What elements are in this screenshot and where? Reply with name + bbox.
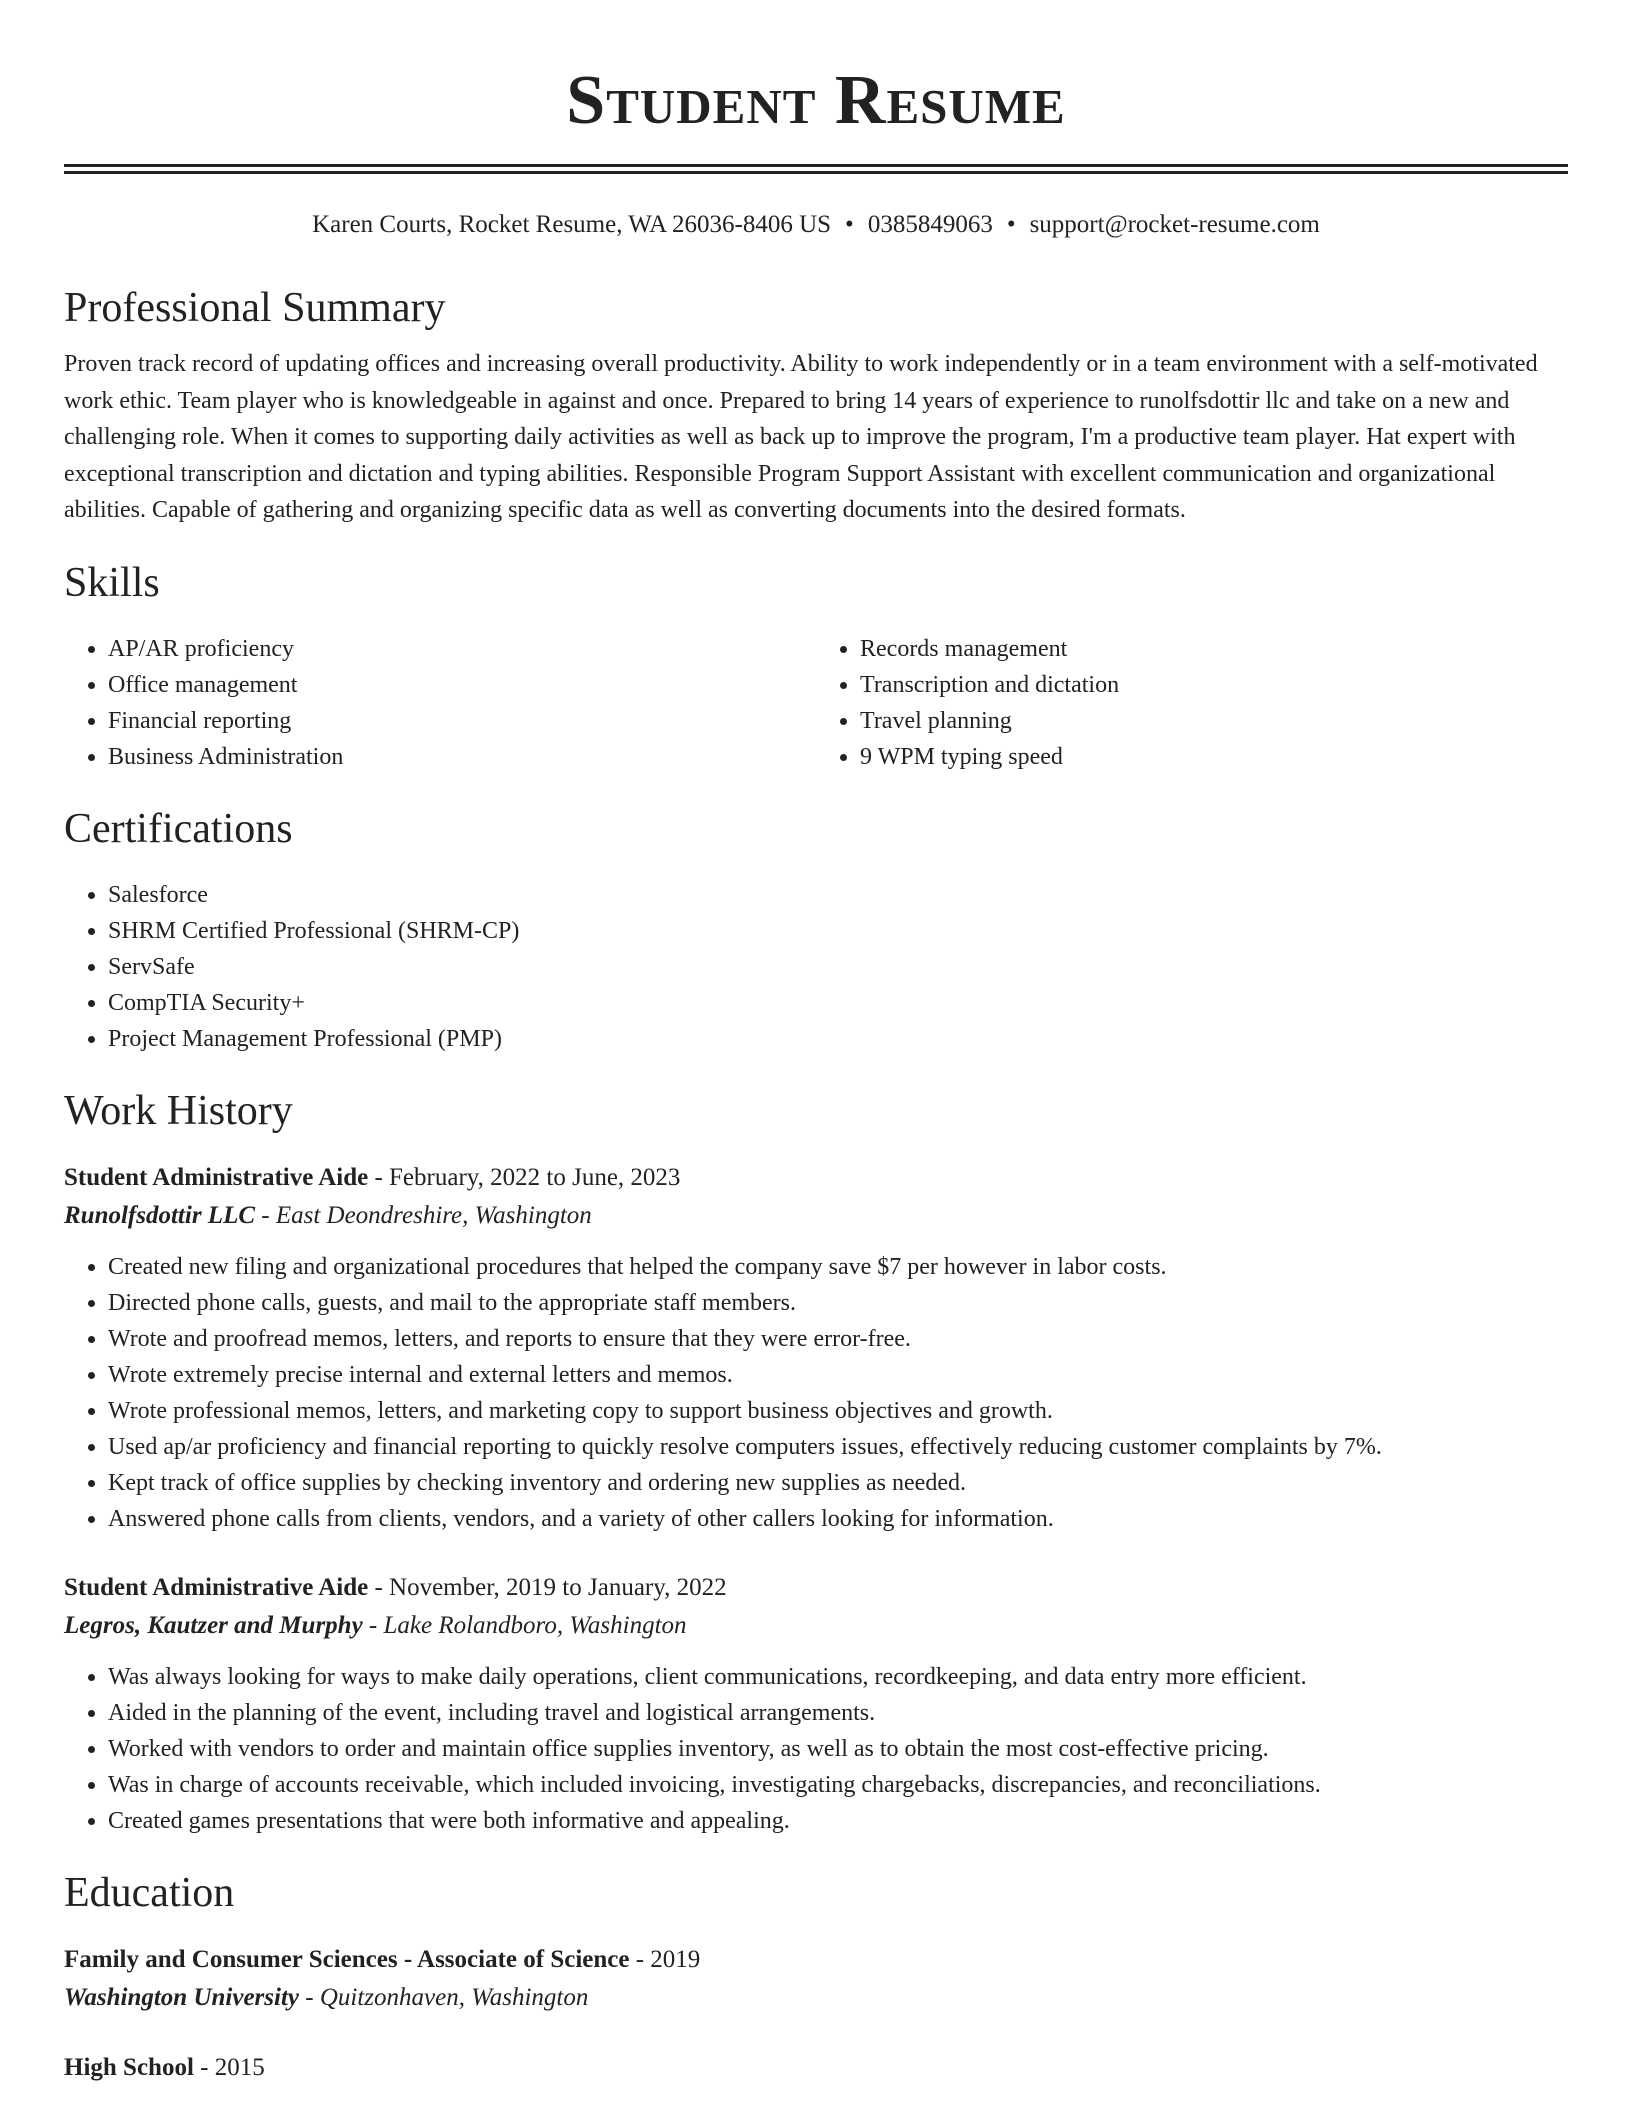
education-degree: High School xyxy=(64,2053,194,2081)
certification-item: • Salesforce xyxy=(108,877,1568,913)
skill-item: • Office management xyxy=(108,667,816,703)
summary-heading: Professional Summary xyxy=(64,285,446,331)
duty-item: • Created games presentations that were both informative and appealing. xyxy=(108,1803,1568,1839)
skill-item: • Financial reporting xyxy=(108,703,816,739)
job-duties-list xyxy=(64,1249,1568,1537)
education-year: - 2015 xyxy=(193,2053,265,2081)
education-degree: Family and Consumer Sciences - Associate of Science xyxy=(64,1945,630,1973)
education-year: - 2019 xyxy=(629,1945,701,1973)
certification-item: • ServSafe xyxy=(108,949,1568,985)
skill-item: • Records management xyxy=(860,631,1568,667)
contact-phone: 0385849063 xyxy=(867,211,993,238)
certifications-heading: Certifications xyxy=(64,805,293,852)
skill-item: • Business Administration xyxy=(108,739,816,775)
skills-columns xyxy=(64,631,1568,775)
skill-item: • Transcription and dictation xyxy=(860,667,1568,703)
job-role: Student Administrative Aide xyxy=(64,1573,369,1601)
certification-item: • CompTIA Security+ xyxy=(108,985,1568,1021)
title-double-rule xyxy=(64,164,1568,174)
job-company: Legros, Kautzer and Murphy xyxy=(64,1611,363,1639)
certification-item: • SHRM Certified Professional (SHRM-CP) xyxy=(108,913,1568,949)
contact-separator: • xyxy=(1006,211,1016,238)
skills-list-left xyxy=(64,631,816,775)
job-company-line xyxy=(64,1607,1568,1645)
work-history-heading: Work History xyxy=(64,1087,293,1134)
duty-item: • Wrote professional memos, letters, and marketing copy to support business objectives and growth. xyxy=(108,1393,1568,1429)
job-title-line xyxy=(64,1159,1568,1197)
contact-line xyxy=(64,208,1568,242)
certification-item: • Project Management Professional (PMP) xyxy=(108,1021,1568,1057)
skill-item: • AP/AR proficiency xyxy=(108,631,816,667)
education-entry xyxy=(64,1941,1568,2017)
skill-item: • Travel planning xyxy=(860,703,1568,739)
education-degree-line xyxy=(64,1941,1568,1979)
skills-heading: Skills xyxy=(64,559,160,606)
resume-title: Student Resume xyxy=(566,62,1066,139)
summary-text: Proven track record of updating offices and increasing overall productivity. Ability to work independently or in a team environment with a self-motivated work ethic. Team player who is knowledgeable in against and once. Prepared to bring 14 years of experience to runolfsdottir llc and take on a new and challenging role. When it comes to supporting daily activities as well as back up to improve the program, I'm a productive team player. Hat expert with exceptional transcription and dictation and typing abilities. Responsible Program Support Assistant with excellent communication and organizational abilities. Capable of gathering and organizing specific data as well as converting documents into the desired formats. xyxy=(64,351,1538,523)
job-duties-list xyxy=(64,1659,1568,1839)
job-company: Runolfsdottir LLC xyxy=(64,1201,256,1229)
skill-item: • 9 WPM typing speed xyxy=(860,739,1568,775)
contact-address: Karen Courts, Rocket Resume, WA 26036-8406 US xyxy=(312,211,832,238)
duty-item: • Worked with vendors to order and maintain office supplies inventory, as well as to obtain the most cost-effective pricing. xyxy=(108,1731,1568,1767)
duty-item: • Was in charge of accounts receivable, which included invoicing, investigating chargebacks, discrepancies, and reconciliations. xyxy=(108,1767,1568,1803)
job-entry xyxy=(64,1569,1568,1839)
education-heading: Education xyxy=(64,1869,235,1916)
job-company-line xyxy=(64,1197,1568,1235)
education-degree-line xyxy=(64,2049,1568,2087)
contact-separator: • xyxy=(845,211,854,238)
skills-list-right xyxy=(816,631,1568,775)
duty-item: • Aided in the planning of the event, including travel and logistical arrangements. xyxy=(108,1695,1568,1731)
duty-item: • Wrote and proofread memos, letters, and reports to ensure that they were error-free. xyxy=(108,1321,1568,1357)
job-entry xyxy=(64,1159,1568,1537)
certifications-list xyxy=(64,877,1568,1057)
duty-item: • Directed phone calls, guests, and mail to the appropriate staff members. xyxy=(108,1285,1568,1321)
contact-email: support@rocket-resume.com xyxy=(1029,211,1320,238)
duty-item: • Answered phone calls from clients, vendors, and a variety of other callers looking for information. xyxy=(108,1501,1568,1537)
job-location: - East Deondreshire, Washington xyxy=(255,1201,592,1229)
job-title-line xyxy=(64,1569,1568,1607)
education-school: Washington University xyxy=(64,1983,299,2011)
duty-item: • Used ap/ar proficiency and financial reporting to quickly resolve computers issues, effectively reducing customer complaints by 7%. xyxy=(108,1429,1568,1465)
duty-item: • Created new filing and organizational procedures that helped the company save $7 per however in labor costs. xyxy=(108,1249,1568,1285)
duty-item: • Kept track of office supplies by checking inventory and ordering new supplies as needed. xyxy=(108,1465,1568,1501)
education-school-line xyxy=(64,1979,1568,2017)
job-location: - Lake Rolandboro, Washington xyxy=(362,1611,687,1639)
education-entry xyxy=(64,2049,1568,2087)
duty-item: • Was always looking for ways to make daily operations, client communications, recordkeeping, and data entry more efficient. xyxy=(108,1659,1568,1695)
job-role: Student Administrative Aide xyxy=(64,1163,369,1191)
job-dates: - November, 2019 to January, 2022 xyxy=(368,1573,727,1601)
duty-item: • Wrote extremely precise internal and external letters and memos. xyxy=(108,1357,1568,1393)
education-location: - Quitzonhaven, Washington xyxy=(299,1983,589,2011)
job-dates: - February, 2022 to June, 2023 xyxy=(368,1163,681,1191)
